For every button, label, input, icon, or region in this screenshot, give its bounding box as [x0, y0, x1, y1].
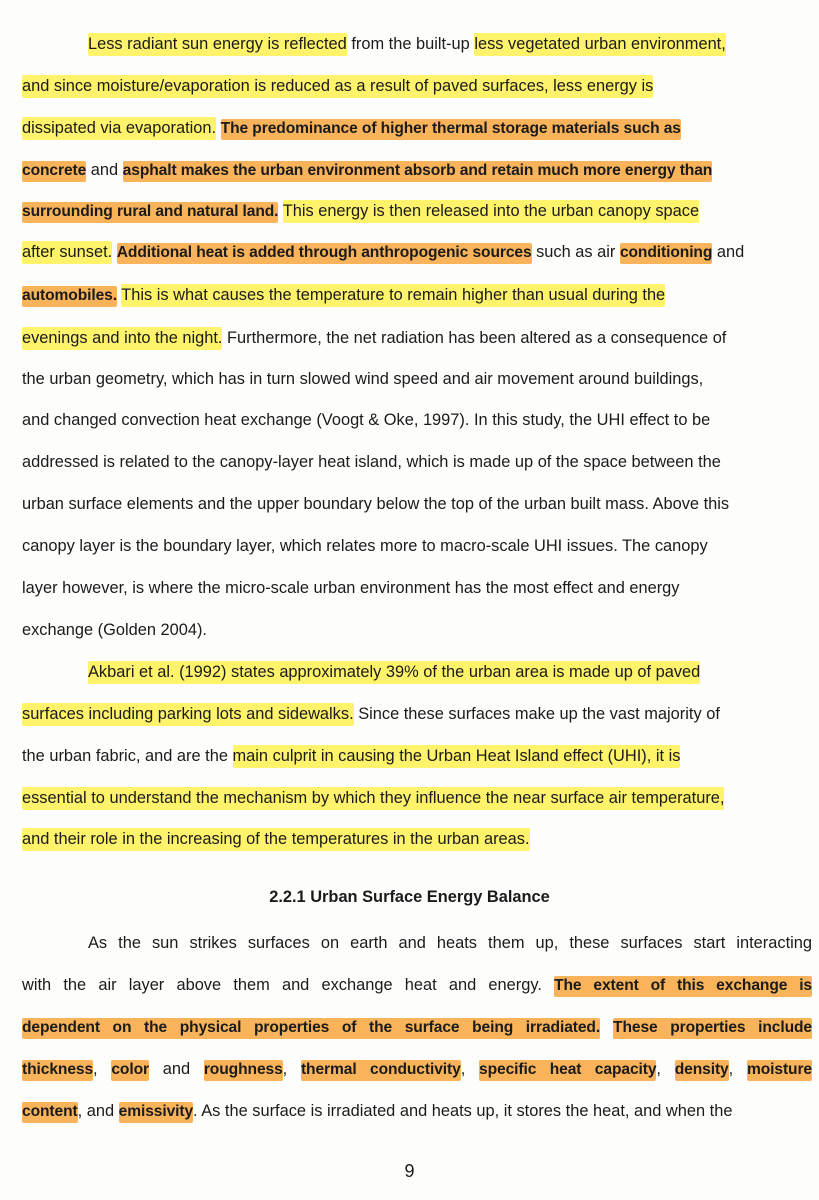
highlighted-text: essential to understand the mechanism by which they influence the near surface air temperature, [22, 787, 724, 810]
highlighted-text: dissipated via evaporation. [22, 117, 216, 140]
section-heading: 2.2.1 Urban Surface Energy Balance [269, 888, 550, 906]
text-line: urban surface elements and the upper boundary below the top of the urban built mass. Above this [22, 495, 730, 513]
text-line: addressed is related to the canopy-layer heat island, which is made up of the space between the [22, 453, 721, 471]
text-line: exchange (Golden 2004). [22, 621, 207, 639]
orange-highlight: density [675, 1060, 729, 1081]
text-line: the urban fabric, and are the main culprit in causing the Urban Heat Island effect (UHI), it is [22, 745, 812, 767]
orange-highlight: color [111, 1060, 149, 1081]
text-line: surfaces including parking lots and sidewalks. Since these surfaces make up the vast majority of [22, 703, 812, 725]
text-line [22, 117, 812, 140]
highlighted-text: Akbari et al. (1992) states approximately 39% of the urban area is made up of paved [88, 661, 700, 684]
text-line: concrete and asphalt makes the urban environment absorb and retain much more energy than [22, 159, 812, 182]
orange-highlight: specific heat capacity [479, 1060, 656, 1081]
orange-highlight: automobiles. [22, 286, 117, 307]
page-number: 9 [404, 1161, 415, 1181]
orange-highlight: content [22, 1102, 78, 1123]
text-line [22, 1016, 812, 1039]
orange-highlight: surrounding rural and natural land. [22, 202, 278, 223]
text-line: canopy layer is the boundary layer, which relates more to macro-scale UHI issues. The canopy [22, 537, 708, 555]
highlighted-text: and their role in the increasing of the temperatures in the urban areas. [22, 828, 530, 851]
orange-highlight: moisture [747, 1060, 812, 1081]
text-line: thickness, color and roughness, thermal conductivity, specific heat capacity, density, moisture [22, 1058, 812, 1081]
orange-highlight: roughness [204, 1060, 283, 1081]
highlighted-text: This energy is then released into the urban canopy space [283, 200, 699, 223]
text-line: with the air layer above them and exchange heat and energy. The extent of this exchange is [22, 974, 812, 997]
orange-highlight: These properties include [613, 1018, 812, 1039]
text-line [22, 787, 812, 809]
orange-highlight: concrete [22, 161, 86, 182]
orange-highlight: dependent on the physical properties of the surface being irradiated. [22, 1018, 600, 1039]
text-line [22, 284, 812, 307]
highlighted-text: Less radiant sun energy is reflected [88, 33, 347, 56]
highlighted-text: and since moisture/evaporation is reduced as a result of paved surfaces, less energy is [22, 75, 653, 98]
orange-highlight: emissivity [119, 1102, 193, 1123]
text-line: layer however, is where the micro-scale urban environment has the most effect and energy [22, 579, 680, 597]
text-line [22, 828, 812, 850]
highlighted-text: This is what causes the temperature to remain higher than usual during the [121, 284, 665, 307]
highlighted-text: surfaces including parking lots and sidewalks. [22, 703, 354, 726]
orange-highlight: The predominance of higher thermal storage materials such as [221, 119, 681, 140]
text-line [22, 75, 812, 97]
text-line [88, 661, 812, 683]
text-line: the urban geometry, which has in turn slowed wind speed and air movement around buildings, [22, 370, 704, 388]
orange-highlight: thickness [22, 1060, 93, 1081]
text-line: Less radiant sun energy is reflected from the built-up less vegetated urban environment, [88, 33, 812, 55]
highlighted-text: main culprit in causing the Urban Heat Island effect (UHI), it is [233, 745, 681, 768]
orange-highlight: conditioning [620, 243, 712, 264]
text-line [22, 200, 812, 223]
highlighted-text: after sunset. [22, 241, 112, 264]
text-line: after sunset. Additional heat is added through anthropogenic sources such as air conditioning and [22, 241, 812, 264]
orange-highlight: The extent of this exchange is [554, 976, 812, 997]
text-line: content, and emissivity. As the surface is irradiated and heats up, it stores the heat, and when the [22, 1100, 812, 1123]
orange-highlight: Additional heat is added through anthropogenic sources [117, 243, 532, 264]
text-line: and changed convection heat exchange (Voogt & Oke, 1997). In this study, the UHI effect to be [22, 411, 711, 429]
text-line: As the sun strikes surfaces on earth and heats them up, these surfaces start interacting [88, 934, 812, 952]
highlighted-text: evenings and into the night. [22, 327, 222, 350]
orange-highlight: thermal conductivity [301, 1060, 461, 1081]
text-line: evenings and into the night. Furthermore, the net radiation has been altered as a consequence of [22, 327, 812, 349]
orange-highlight: asphalt makes the urban environment absorb and retain much more energy than [123, 161, 713, 182]
highlighted-text: less vegetated urban environment, [474, 33, 725, 56]
